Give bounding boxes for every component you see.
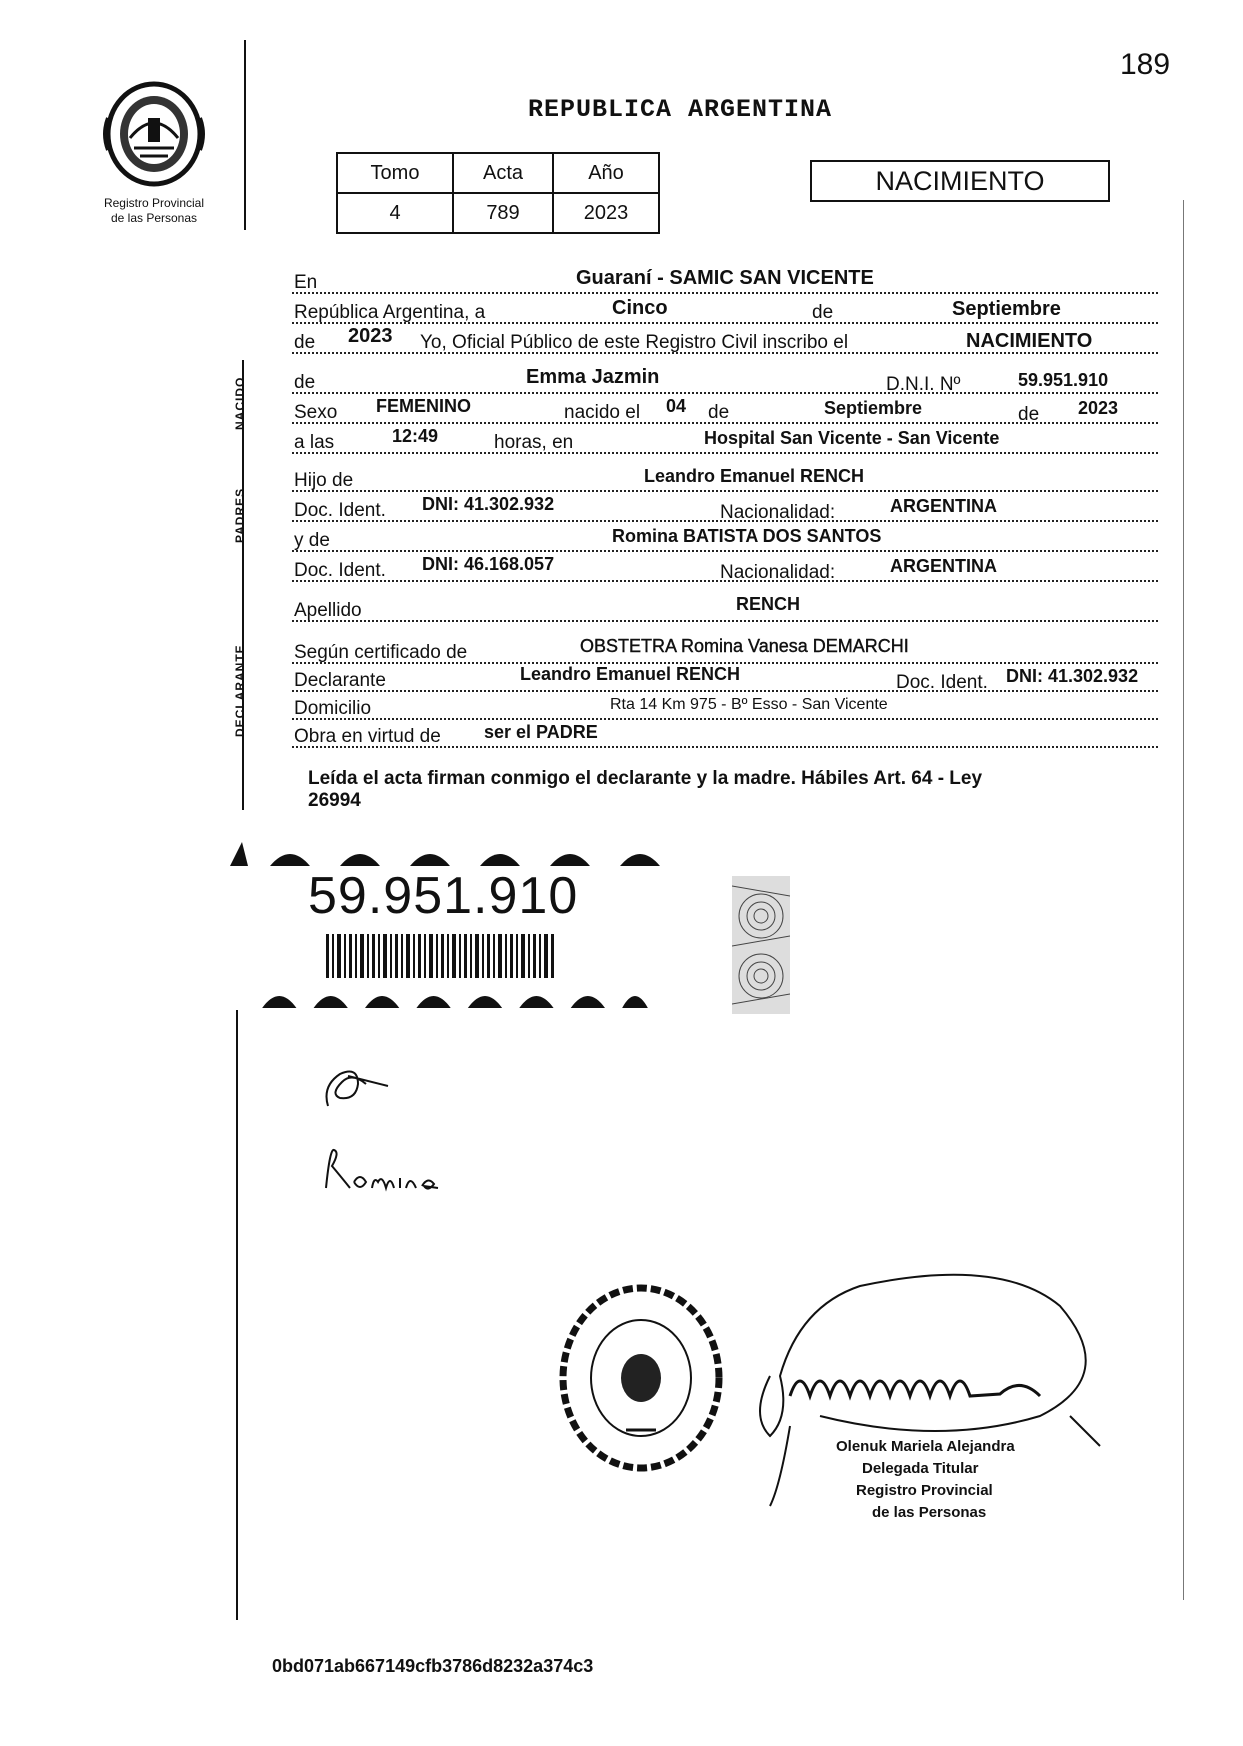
- barcode: [326, 934, 556, 978]
- officer-text: Yo, Oficial Público de este Registro Civil inscribo el: [420, 332, 849, 353]
- y-de-label: y de: [294, 530, 330, 551]
- en-label: En: [294, 272, 318, 293]
- mother-name: Romina BATISTA DOS SANTOS: [612, 526, 882, 546]
- de-label: de: [812, 302, 834, 323]
- birth-month: Septiembre: [824, 398, 923, 418]
- doc-ident-label: Doc. Ident.: [294, 560, 386, 581]
- domicilio-label: Domicilio: [294, 698, 372, 719]
- province-logo: [100, 78, 208, 190]
- table-header: Acta: [453, 153, 553, 193]
- cert-value: OBSTETRA Romina Vanesa DEMARCHI: [580, 636, 909, 656]
- security-pattern-bottom: [230, 984, 680, 1008]
- right-margin-line: [1183, 200, 1184, 1600]
- month-value: Septiembre: [952, 298, 1061, 320]
- republic-label: República Argentina, a: [294, 302, 486, 323]
- cert-label: Según certificado de: [294, 642, 468, 663]
- de-label: de: [294, 332, 316, 353]
- obra-label: Obra en virtud de: [294, 726, 441, 747]
- form-line: [292, 620, 1158, 622]
- province-seal-icon: [100, 78, 208, 190]
- closing-text-1: Leída el acta firman conmigo el declarante y la madre. Hábiles Art. 64 - Ley: [308, 768, 983, 789]
- hijo-de-label: Hijo de: [294, 470, 354, 491]
- day-value: Cinco: [612, 297, 668, 319]
- mother-signature-icon: [320, 1138, 470, 1202]
- section-label-declarante: DECLARANTE: [233, 644, 247, 737]
- a-las-label: a las: [294, 432, 335, 453]
- nacido-el-label: nacido el: [564, 402, 641, 423]
- child-dni: 59.951.910: [1018, 370, 1109, 390]
- hologram: [732, 876, 790, 1014]
- section-label-padres: PADRES: [233, 487, 247, 543]
- mother-signature: [320, 1138, 470, 1207]
- official-org-1: Registro Provincial: [856, 1482, 993, 1499]
- record-type-box: NACIMIENTO: [810, 160, 1110, 202]
- form-line: [292, 292, 1158, 294]
- de-label: de: [1018, 404, 1040, 425]
- section-label-nacido: NACIDO: [233, 376, 247, 430]
- page-number: 189: [1120, 48, 1171, 81]
- security-pattern-top: [230, 842, 680, 866]
- stamp-icon: [556, 1280, 726, 1476]
- document-hash: 0bd071ab667149cfb3786d8232a374c3: [272, 1656, 594, 1676]
- apellido-value: RENCH: [736, 594, 801, 614]
- mother-doc: DNI: 46.168.057: [422, 554, 555, 574]
- domicilio-value: Rta 14 Km 975 - Bº Esso - San Vicente: [610, 696, 888, 713]
- child-name: Emma Jazmin: [526, 366, 660, 388]
- birth-year: 2023: [1078, 398, 1119, 418]
- table-cell: 4: [337, 193, 453, 233]
- year-value: 2023: [348, 325, 393, 347]
- page-title: REPUBLICA ARGENTINA: [528, 95, 833, 124]
- closing-text-2: 26994: [308, 790, 361, 811]
- father-doc: DNI: 41.302.932: [422, 494, 555, 514]
- doc-ident-label: Doc. Ident.: [294, 500, 386, 521]
- form-line: [292, 690, 1158, 692]
- record-table: [336, 152, 660, 234]
- doc-ident-label: Doc. Ident.: [896, 672, 988, 693]
- logo-caption-1: Registro Provincial: [103, 196, 205, 210]
- birth-day: 04: [666, 396, 687, 416]
- official-org-2: de las Personas: [872, 1504, 987, 1521]
- declarante-name: Leandro Emanuel RENCH: [520, 664, 741, 684]
- nationality-label: Nacionalidad:: [720, 502, 836, 523]
- official-name: Olenuk Mariela Alejandra: [836, 1438, 1015, 1455]
- apellido-label: Apellido: [294, 600, 362, 621]
- form-line: [292, 550, 1158, 552]
- official-stamp: [556, 1280, 726, 1481]
- hologram-icon: [732, 876, 790, 1014]
- form-line: [292, 392, 1158, 394]
- sexo-value: FEMENINO: [376, 396, 472, 416]
- dni-label: D.N.I. Nº: [886, 374, 961, 395]
- table-header: Año: [553, 153, 659, 193]
- de-label: de: [294, 372, 316, 393]
- father-nationality: ARGENTINA: [890, 496, 997, 516]
- obra-value: ser el PADRE: [484, 722, 598, 742]
- left-margin-line: [244, 40, 246, 230]
- lower-left-line: [236, 1010, 238, 1620]
- father-name: Leandro Emanuel RENCH: [644, 466, 865, 486]
- place-of-registry: Guaraní - SAMIC SAN VICENTE: [576, 267, 874, 289]
- form-line: [292, 718, 1158, 720]
- table-header: Tomo: [337, 153, 453, 193]
- de-label: de: [708, 402, 730, 423]
- form-line: [292, 452, 1158, 454]
- birth-time: 12:49: [392, 426, 439, 446]
- sexo-label: Sexo: [294, 402, 338, 423]
- declarant-signature: [318, 1056, 398, 1121]
- id-number: 59.951.910: [308, 867, 579, 925]
- mother-nationality: ARGENTINA: [890, 556, 997, 576]
- declarante-doc: DNI: 41.302.932: [1006, 666, 1139, 686]
- signature-icon: [318, 1056, 398, 1116]
- birth-place: Hospital San Vicente - San Vicente: [704, 428, 1000, 448]
- horas-label: horas, en: [494, 432, 574, 453]
- declarante-label: Declarante: [294, 670, 386, 691]
- table-cell: 789: [453, 193, 553, 233]
- table-cell: 2023: [553, 193, 659, 233]
- logo-caption-2: de las Personas: [110, 211, 198, 225]
- inscribe-type: NACIMIENTO: [966, 330, 1093, 352]
- barcode-icon: [326, 934, 556, 978]
- official-title: Delegada Titular: [862, 1460, 979, 1477]
- nationality-label: Nacionalidad:: [720, 562, 836, 583]
- form-line: [292, 490, 1158, 492]
